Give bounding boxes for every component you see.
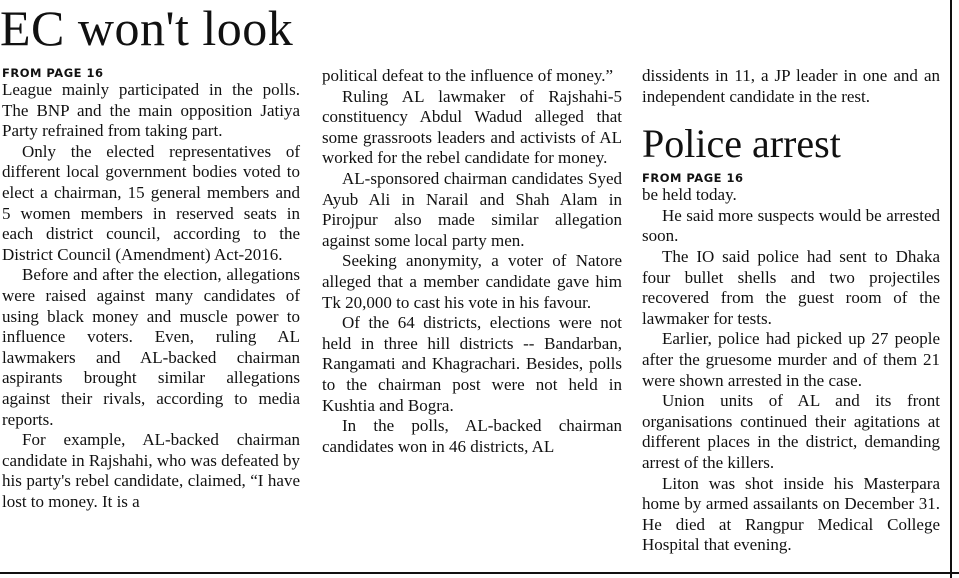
paragraph: In the polls, AL-backed chairman candidates won in 46 districts, AL [322, 416, 622, 456]
paragraph: Before and after the election, allegations were raised against many candidates of using black money and muscle power to influence voters. Even, ruling AL lawmakers and AL-backed chairman aspirants brought similar allegations against their rivals, according to media reports. [2, 265, 300, 429]
paragraph: Seeking anonymity, a voter of Natore alleged that a member candidate gave him Tk 20,000 to cast his vote in his favour. [322, 251, 622, 312]
paragraph: Of the 64 districts, elections were not held in three hill districts -- Bandarban, Rangamati and Khagrachari. Besides, polls to the chairman post were not held in Kushtia and Bogra. [322, 313, 622, 415]
paragraph: He said more suspects would be arrested soon. [642, 205, 940, 246]
article-column-1 [2, 66, 300, 512]
paragraph: Liton was shot inside his Masterpara home by armed assailants on December 31. He died at Rangpur Medical College Hospital that evening. [642, 473, 940, 555]
paragraph: political defeat to the influence of money.” [322, 66, 614, 85]
article-column-3 [642, 66, 940, 556]
headline: EC won't look [0, 0, 294, 56]
paragraph: Earlier, police had picked up 27 people after the gruesome murder and of them 21 were shown arrested in the case. [642, 329, 940, 390]
paragraph: AL-sponsored chairman candidates Syed Ayub Ali in Narail and Shah Alam in Pirojpur also made similar allegation against some local party men. [322, 168, 622, 250]
paragraph: League mainly participated in the polls. The BNP and the main opposition Jatiya Party refrained from taking part. [2, 80, 300, 141]
column-rule-right [950, 0, 952, 578]
jump-line: FROM PAGE 16 [2, 66, 104, 80]
page-rule-bottom [0, 572, 959, 574]
paragraph: The IO said police had sent to Dhaka four bullet shells and two projectiles recovered from the guest room of the lawmaker for tests. [642, 246, 940, 328]
paragraph: For example, AL-backed chairman candidate in Rajshahi, who was defeated by his party's rebel candidate, claimed, “I have lost to money. It is a [2, 430, 300, 511]
article-column-2 [322, 66, 622, 457]
continuation-paragraph: dissidents in 11, a JP leader in one and an independent candidate in the rest. [642, 66, 940, 106]
jump-line: FROM PAGE 16 [642, 171, 744, 186]
paragraph: Ruling AL lawmaker of Rajshahi-5 constituency Abdul Wadud alleged that some grassroots leaders and activists of AL worked for the rebel candidate for money. [322, 86, 622, 168]
subheadline: Police arrest [642, 121, 841, 167]
paragraph: be held today. [642, 185, 737, 205]
paragraph: Only the elected representatives of different local government bodies voted to elect a chairman, 15 general members and 5 women members in reserved seats in each district council, according to the District Council (Amendment) Act-2016. [2, 141, 300, 264]
paragraph: Union units of AL and its front organisations continued their agitations at different places in the district, demanding arrest of the killers. [642, 391, 940, 472]
